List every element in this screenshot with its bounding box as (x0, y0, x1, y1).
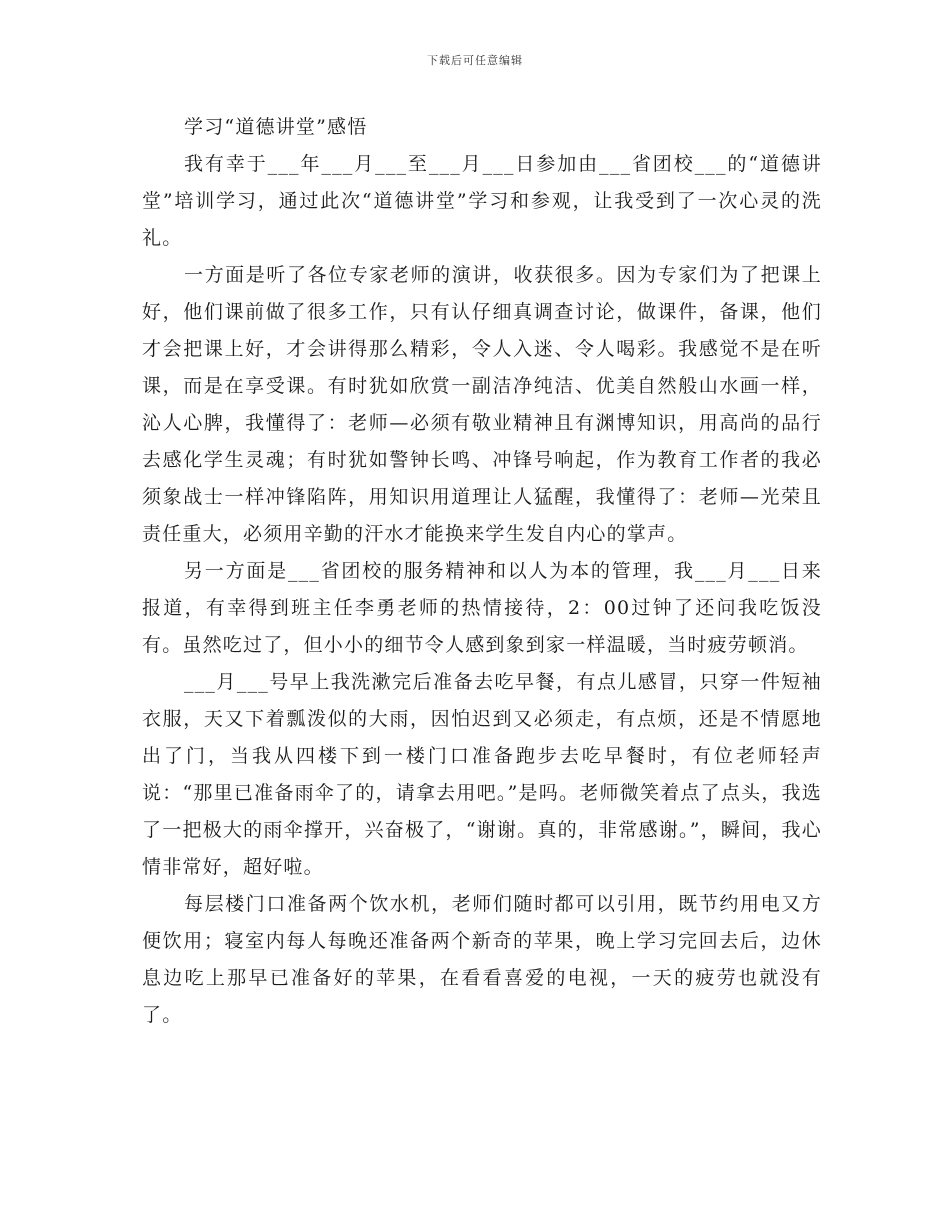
paragraph-umbrella: ___月___号早上我洗漱完后准备去吃早餐，有点儿感冒，只穿一件短袖衣服，天又下着瓢泼似的大雨，因怕迟到又必须走，有点烦，还是不情愿地出了门，当我从四楼下到一楼门口准备跑步去吃早餐时，有位老师轻声说：“那里已准备雨伞了的，请拿去用吧。”是吗。老师微笑着点了点头，我选了一把极大的雨伞撑开，兴奋极了，“谢谢。真的，非常感谢。”，瞬间，我心情非常好，超好啦。 (142, 671, 822, 878)
paragraph-intro: 我有幸于___年___月___至___月___日参加由___省团校___的“道德讲堂”培训学习，通过此次“道德讲堂”学习和参观，让我受到了一次心灵的洗礼。 (142, 153, 822, 249)
paragraph-lectures: 一方面是听了各位专家老师的演讲，收获很多。因为专家们为了把课上好，他们课前做了很多工作，只有认仔细真调查讨论，做课件，备课，他们才会把课上好，才会讲得那么精彩，令人入迷、令人喝彩。我感觉不是在听课，而是在享受课。有时犹如欣赏一副洁净纯洁、优美自然般山水画一样，沁人心脾，我懂得了：老师—必须有敬业精神且有渊博知识，用高尚的品行去感化学生灵魂；有时犹如警钟长鸣、冲锋号响起，作为教育工作者的我必须象战士一样冲锋陷阵，用知识用道理让人猛醒，我懂得了：老师—光荣且责任重大，必须用辛勤的汗水才能换来学生发自内心的掌声。 (142, 264, 822, 545)
page-header: 下载后可任意编辑 (427, 54, 523, 67)
paragraph-amenities: 每层楼门口准备两个饮水机，老师们随时都可以引用，既节约用电又方便饮用；寝室内每人每晚还准备两个新奇的苹果，晚上学习完回去后，边休息边吃上那早已准备好的苹果，在看看喜爱的电视，一天的疲劳也就没有了。 (142, 893, 822, 1026)
document-title: 学习“道德讲堂”感悟 (184, 116, 368, 138)
paragraph-service: 另一方面是___省团校的服务精神和以人为本的管理，我___月___日来报道，有幸得到班主任李勇老师的热情接待，2：00过钟了还问我吃饭没有。虽然吃过了，但小小的细节令人感到象到家一样温暖，当时疲劳顿消。 (142, 560, 822, 656)
document-body (142, 109, 822, 1034)
